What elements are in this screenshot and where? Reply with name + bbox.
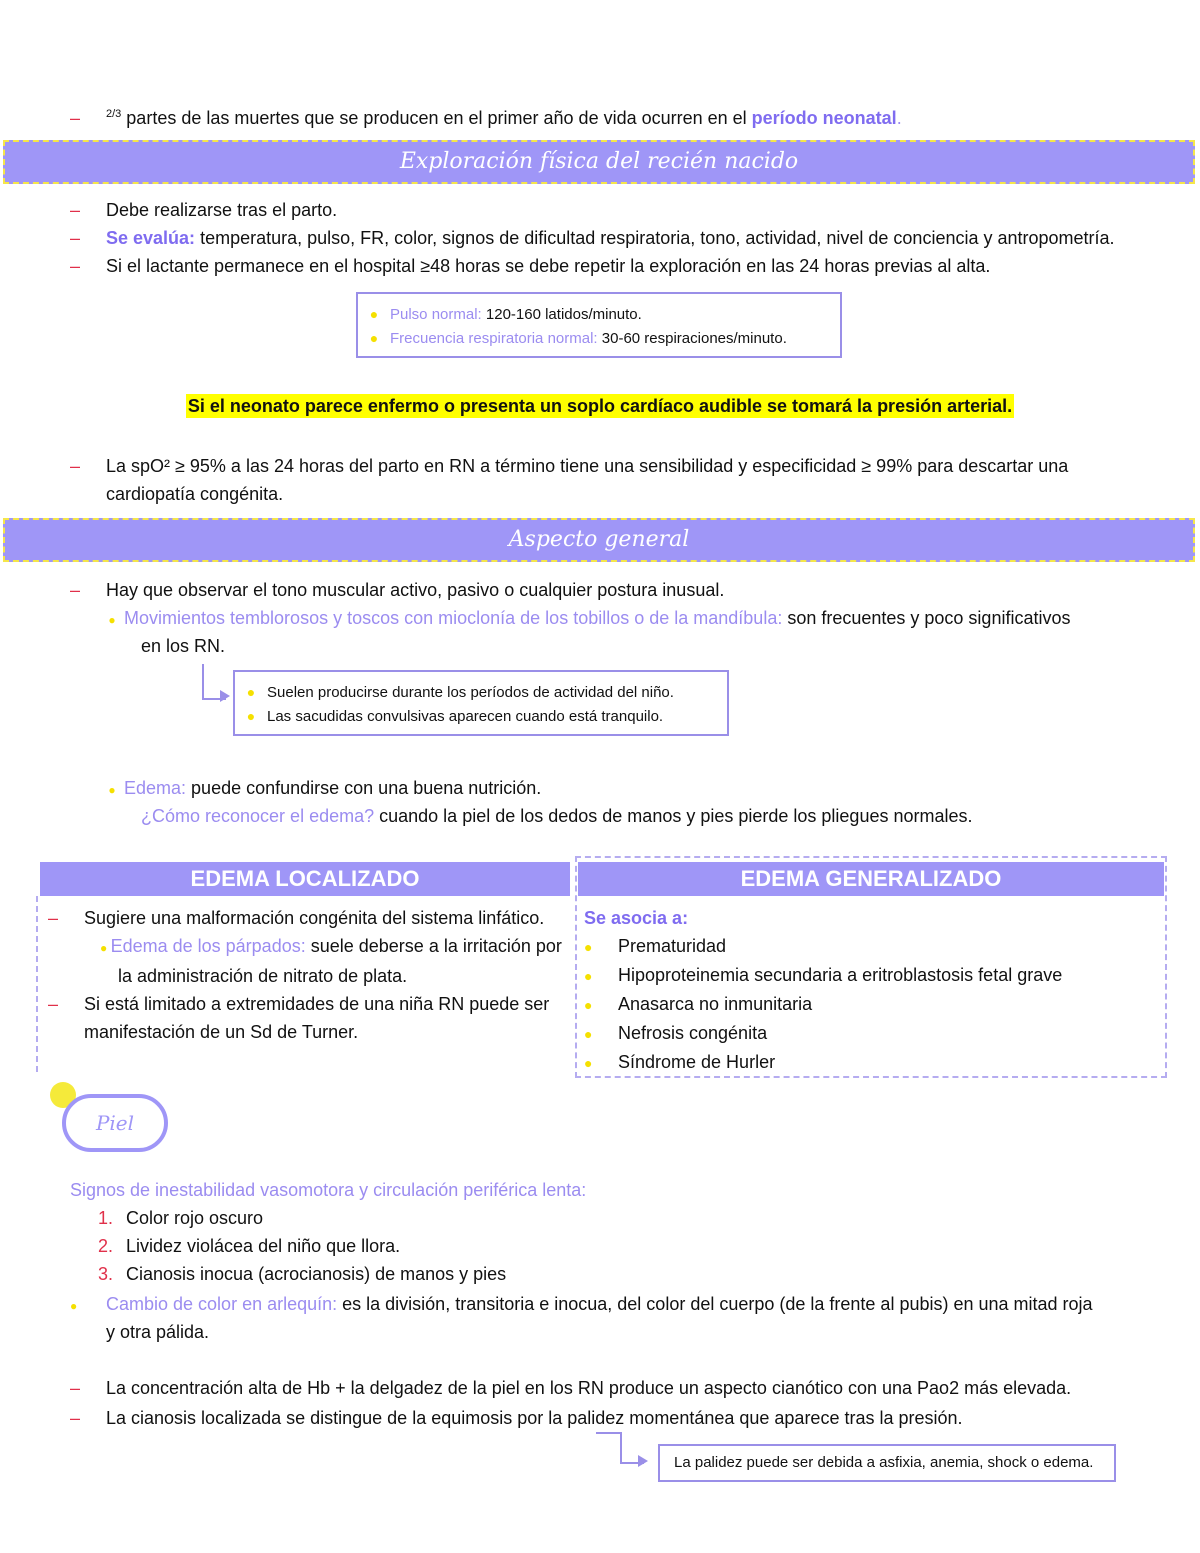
note-row — [235, 680, 727, 704]
item-text: Nefrosis congénita — [618, 1023, 768, 1043]
list-item-continuation — [106, 1318, 1130, 1346]
bullet-icon: ● — [70, 1299, 78, 1313]
section-banner-aspecto: Aspecto general — [3, 518, 1195, 562]
vitals-value: 120-160 latidos/minuto. — [481, 306, 642, 323]
dash-bullet: – — [70, 580, 81, 600]
intro-highlight: período neonatal — [751, 108, 897, 128]
list-item — [70, 1290, 1130, 1320]
numbered-item — [98, 1260, 1130, 1288]
list-item — [70, 196, 1130, 224]
item-label: Se evalúa: — [106, 228, 196, 248]
item-text: Si el lactante permanece en el hospital ≥48 horas se debe repetir la exploración en las 24 horas previas al alta. — [106, 256, 991, 276]
item-text: Síndrome de Hurler — [618, 1052, 776, 1072]
intro-end: . — [896, 108, 902, 128]
item-text: la administración de nitrato de plata. — [118, 966, 408, 986]
list-item — [70, 576, 1130, 604]
intro-line — [70, 100, 1130, 132]
item-text: Hipoproteinemia secundaria a eritroblastosis fetal grave — [618, 965, 1063, 985]
item-number: 3. — [98, 1264, 114, 1284]
edema-localizado-title: EDEMA LOCALIZADO — [40, 862, 570, 896]
note-row — [235, 704, 727, 728]
dash-bullet: – — [70, 200, 81, 220]
bullet-icon: ● — [108, 783, 116, 797]
arrow-head-icon — [638, 1455, 648, 1467]
item-text: son frecuentes y poco significativos — [782, 608, 1071, 628]
item-text: Debe realizarse tras el parto. — [106, 200, 338, 220]
dash-bullet: – — [70, 256, 81, 276]
bullet-icon: ● — [584, 997, 593, 1013]
sub-item — [100, 604, 1130, 634]
dash-bullet: – — [70, 1378, 81, 1398]
note-text: La palidez puede ser debida a asfixia, anemia, shock o edema. — [674, 1454, 1094, 1471]
item-text: Prematuridad — [618, 936, 727, 956]
item-label: Cambio de color en arlequín: — [106, 1294, 338, 1314]
bullet-icon: ● — [369, 306, 379, 322]
list-item — [584, 1019, 1062, 1048]
dash-bullet: – — [48, 908, 59, 928]
edema-generalizado-content — [584, 904, 1062, 1077]
item-text: La concentración alta de Hb + la delgadez de la piel en los RN produce un aspecto cianótico con una Pao2 más elevada. — [106, 1378, 1072, 1398]
dash-bullet: – — [70, 1408, 81, 1428]
note-text: Suelen producirse durante los períodos de actividad del niño. — [267, 684, 674, 701]
dash-bullet: – — [48, 994, 59, 1014]
piel-signos-heading — [70, 1176, 1130, 1204]
dash-bullet: – — [70, 456, 81, 476]
vitals-resp — [358, 326, 840, 350]
alert-line — [0, 396, 1200, 417]
bullet-icon: ● — [584, 968, 593, 984]
vitals-value: 30-60 respiraciones/minuto. — [597, 330, 787, 347]
list-item — [70, 452, 1130, 480]
list-item — [70, 1404, 1130, 1432]
edema-generalizado-title: EDEMA GENERALIZADO — [578, 862, 1164, 896]
arrow-head-icon — [220, 690, 230, 702]
item-label: Edema: — [124, 778, 187, 798]
sub-item — [48, 932, 562, 962]
convulsion-note-box — [233, 670, 729, 736]
item-text: La cianosis localizada se distingue de la equimosis por la palidez momentánea que aparece tras la presión. — [106, 1408, 963, 1428]
arrow-connector — [596, 1432, 622, 1434]
item-text: Color rojo oscuro — [126, 1208, 264, 1228]
list-item — [48, 904, 562, 932]
generalizado-lead: Se asocia a: — [584, 908, 689, 928]
bullet-icon: ● — [108, 613, 116, 627]
item-text: Anasarca no inmunitaria — [618, 994, 813, 1014]
list-item — [48, 990, 562, 1018]
edema-localizado-content — [48, 904, 562, 1046]
item-label: Movimientos temblorosos y toscos con mioclonía de los tobillos o de la mandíbula: — [124, 608, 783, 628]
item-text: cuando la piel de los dedos de manos y pies pierde los pliegues normales. — [374, 806, 973, 826]
sub-item-question — [141, 802, 1130, 830]
vitals-box — [356, 292, 842, 358]
bullet-icon: ● — [584, 1055, 593, 1071]
vitals-pulse — [358, 302, 840, 326]
item-label: ¿Cómo reconocer el edema? — [141, 806, 375, 826]
bullet-icon: ● — [584, 1026, 593, 1042]
item-text: temperatura, pulso, FR, color, signos de dificultad respiratoria, tono, actividad, nivel de conciencia y antropometría. — [195, 228, 1115, 248]
item-text: puede confundirse con una buena nutrición. — [186, 778, 542, 798]
dash-bullet: – — [70, 108, 81, 128]
list-item-continuation — [48, 1018, 562, 1046]
bullet-icon: ● — [246, 708, 256, 724]
item-text: cardiopatía congénita. — [106, 484, 284, 504]
item-text: en los RN. — [141, 636, 226, 656]
intro-text: partes de las muertes que se producen en el primer año de vida ocurren en el — [121, 108, 752, 128]
item-text: Cianosis inocua (acrocianosis) de manos y pies — [126, 1264, 507, 1284]
item-text: Hay que observar el tono muscular activo, pasivo o cualquier postura inusual. — [106, 580, 725, 600]
list-item — [584, 932, 1062, 961]
bullet-icon: ● — [100, 941, 111, 955]
sub-item — [100, 774, 1130, 804]
item-text: y otra pálida. — [106, 1322, 210, 1342]
bullet-icon: ● — [584, 939, 593, 955]
bullet-icon: ● — [246, 684, 256, 700]
item-text: Si está limitado a extremidades de una niña RN puede ser — [84, 994, 550, 1014]
section-pill-piel: Piel — [62, 1094, 168, 1152]
palidez-note-box — [658, 1444, 1116, 1482]
item-text: La spO² ≥ 95% a las 24 horas del parto en RN a término tiene una sensibilidad y especificidad ≥ 99% para descartar una — [106, 456, 1069, 476]
numbered-item — [98, 1204, 1130, 1232]
vitals-label: Frecuencia respiratoria normal: — [390, 330, 598, 347]
list-item — [584, 1048, 1062, 1077]
item-text: es la división, transitoria e inocua, del color del cuerpo (de la frente al pubis) en una mitad roja — [337, 1294, 1093, 1314]
alert-highlight: Si el neonato parece enfermo o presenta un soplo cardíaco audible se tomará la presión arterial. — [187, 396, 1013, 416]
item-text: manifestación de un Sd de Turner. — [84, 1022, 359, 1042]
item-text: Sugiere una malformación congénita del sistema linfático. — [84, 908, 545, 928]
list-item — [70, 1374, 1130, 1402]
note-text: Las sacudidas convulsivas aparecen cuando está tranquilo. — [267, 708, 664, 725]
item-number: 2. — [98, 1236, 114, 1256]
fraction-sup: 2/3 — [106, 108, 122, 120]
dash-bullet: – — [70, 228, 81, 248]
item-label: Edema de los párpados: — [110, 936, 306, 956]
item-label: Signos de inestabilidad vasomotora y circulación periférica lenta: — [70, 1180, 587, 1200]
numbered-item — [98, 1232, 1130, 1260]
sub-item-continuation — [141, 632, 1130, 660]
vitals-label: Pulso normal: — [390, 306, 482, 323]
list-item — [584, 961, 1062, 990]
list-item — [584, 990, 1062, 1019]
list-item — [70, 224, 1130, 252]
list-item-continuation — [106, 480, 1130, 508]
item-number: 1. — [98, 1208, 114, 1228]
bullet-icon: ● — [369, 330, 379, 346]
list-item — [70, 252, 1130, 280]
sub-item-continuation — [48, 962, 562, 990]
item-text: Lividez violácea del niño que llora. — [126, 1236, 401, 1256]
item-text: suele deberse a la irritación por — [305, 936, 562, 956]
section-banner-exploracion: Exploración física del recién nacido — [3, 140, 1195, 184]
